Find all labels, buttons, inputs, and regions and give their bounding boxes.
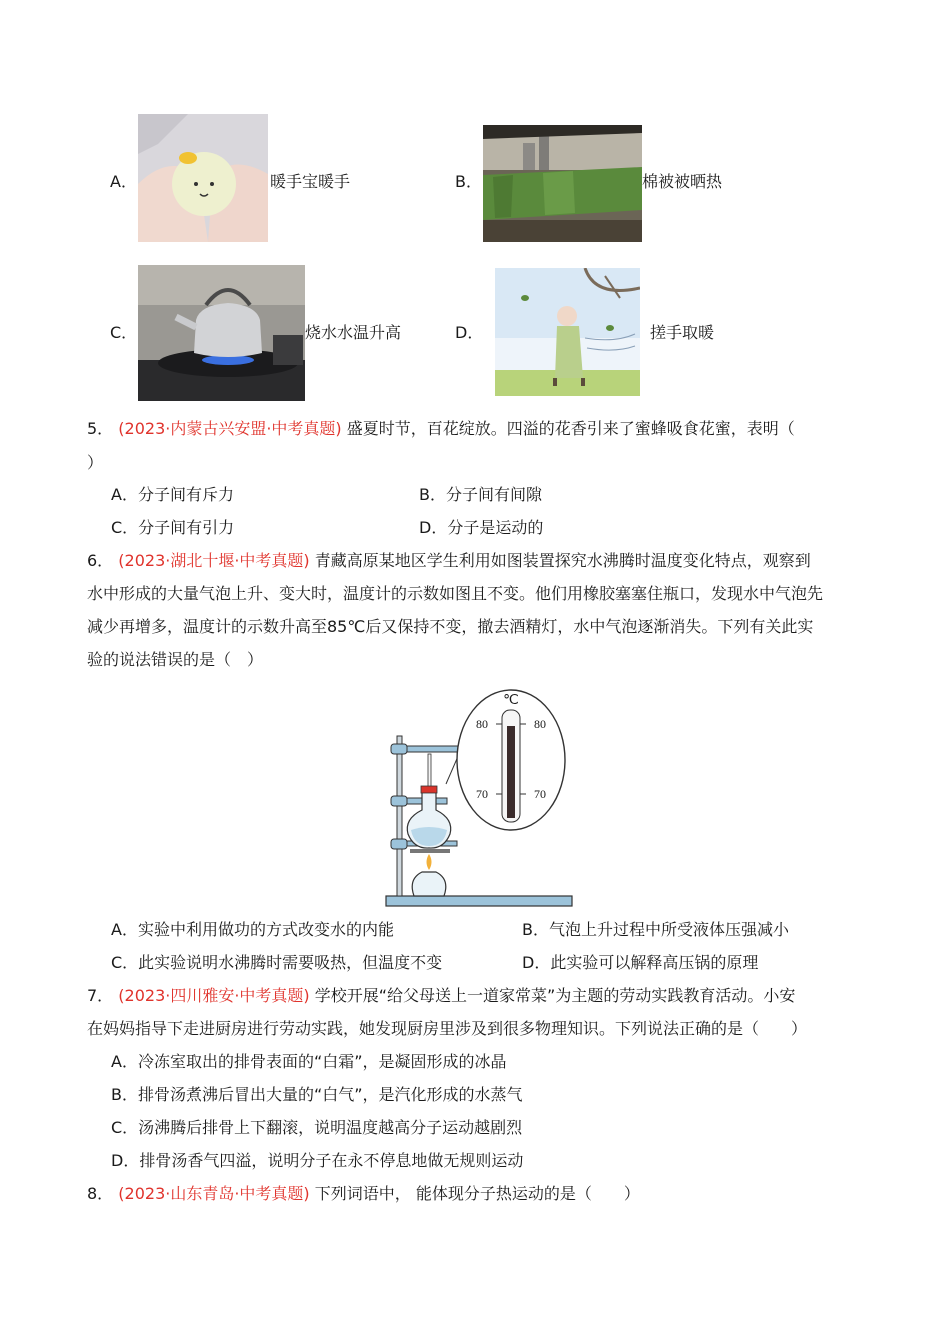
q5-stem-line2: ） [87,453,104,472]
rubbing-hands-image [495,268,640,396]
q7-source: (2023·四川雅安·中考真题) [118,986,310,1005]
q8-stem-line1 [87,1183,640,1205]
q5-source: (2023·内蒙古兴安盟·中考真题) [118,419,342,438]
q6-option-b: B．气泡上升过程中所受液体压强减小 [522,920,789,939]
q7-stem-line1 [87,985,795,1007]
q8-stem: 下列词语中， 能体现分子热运动的是（ ） [314,1184,640,1203]
q7-option-d: D．排骨汤香气四溢，说明分子在永不停息地做无规则运动 [111,1151,524,1170]
q8-source: (2023·山东青岛·中考真题) [118,1184,310,1203]
tick-80-left: 80 [476,717,488,731]
tick-70-right: 70 [534,787,546,801]
hand-warmer-image [138,114,268,242]
q7-option-a: A．冷冻室取出的排骨表面的“白霜”，是凝固形成的冰晶 [111,1052,507,1071]
option-a-caption: 暖手宝暖手 [270,172,351,191]
q7-option-c: C．汤沸腾后排骨上下翻滚，说明温度越高分子运动越剧烈 [111,1118,523,1137]
q6-stem: 青藏高原某地区学生利用如图装置探究水沸腾时温度变化特点，观察到 [314,551,811,570]
q7-stem: 学校开展“给父母送上一道家常菜”为主题的劳动实践教育活动。小安 [314,986,796,1005]
option-c-caption: 烧水水温升高 [305,323,402,342]
tick-70-left: 70 [476,787,488,801]
q5-option-b: B．分子间有间隙 [419,485,542,504]
q8-number: 8． [87,1184,114,1203]
q5-option-d: D．分子是运动的 [419,518,544,537]
q6-stem-line2: 水中形成的大量气泡上升、变大时，温度计的示数如图且不变。他们用橡胶塞塞住瓶口，发现水中气泡先 [87,584,824,603]
thermometer-unit: ℃ [503,693,519,708]
q6-number: 6． [87,551,114,570]
q5-stem: 盛夏时节，百花绽放。四溢的花香引来了蜜蜂吸食花蜜，表明（ [346,419,795,438]
kettle-on-stove-image [138,265,305,401]
option-b-letter: B． [455,172,482,191]
q5-option-a: A．分子间有斥力 [111,485,234,504]
tick-80-right: 80 [534,717,546,731]
q6-stem-line1 [87,550,811,572]
q7-option-b: B．排骨汤煮沸后冒出大量的“白气”，是汽化形成的水蒸气 [111,1085,523,1104]
q6-stem-line4: 验的说法错误的是（ ） [87,650,264,669]
q6-option-d: D．此实验可以解释高压锅的原理 [522,953,759,972]
q7-number: 7． [87,986,114,1005]
sunned-quilt-image [483,125,642,242]
q6-option-a: A．实验中利用做功的方式改变水的内能 [111,920,394,939]
q6-option-c: C．此实验说明水沸腾时需要吸热，但温度不变 [111,953,443,972]
q6-stem-line3: 减少再增多，温度计的示数升高至85℃后又保持不变，撤去酒精灯，水中气泡逐渐消失。下列有关此实 [87,617,814,636]
boiling-experiment-figure [384,684,574,909]
q7-stem-line2: 在妈妈指导下走进厨房进行劳动实践，她发现厨房里涉及到很多物理知识。下列说法正确的是（ ） [87,1019,808,1038]
option-c-letter: C． [110,323,138,342]
option-d-caption: 搓手取暖 [650,323,715,342]
q5-stem-line1 [87,418,795,440]
option-a-letter: A． [110,172,137,191]
q5-option-c: C．分子间有引力 [111,518,235,537]
option-d-letter: D． [455,323,484,342]
q5-number: 5． [87,419,114,438]
q6-source: (2023·湖北十堰·中考真题) [118,551,310,570]
option-b-caption: 棉被被晒热 [642,172,723,191]
